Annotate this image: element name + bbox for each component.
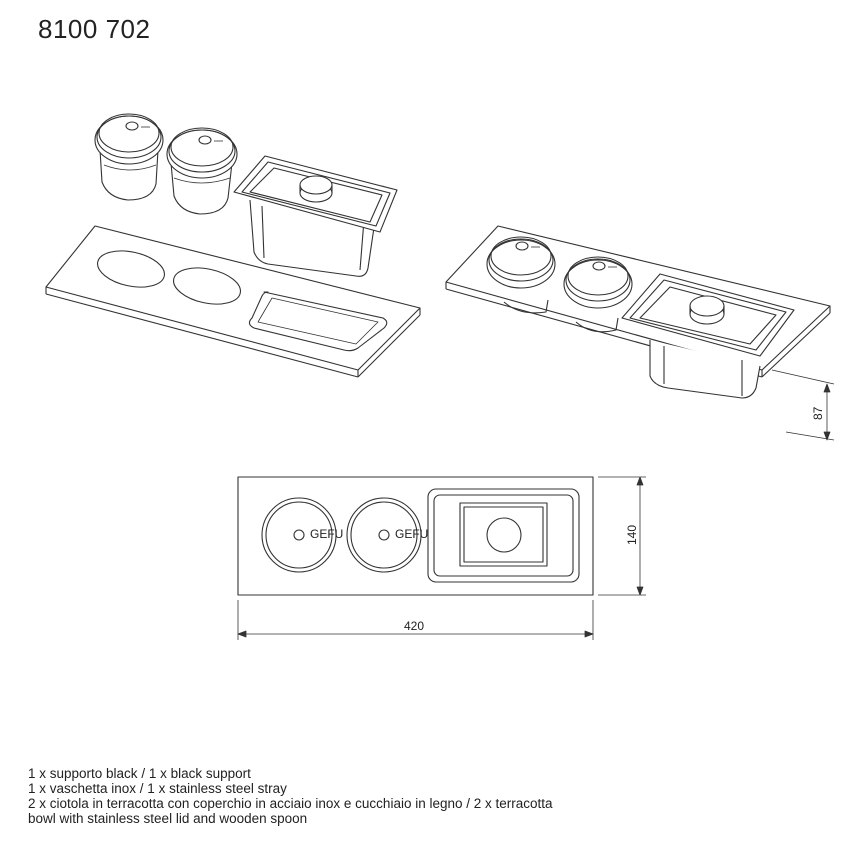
terracotta-bowl-1-assembled <box>487 237 555 288</box>
height-dimension <box>772 370 834 440</box>
description-line-4: bowl with stainless steel lid and wooden spoon <box>28 811 308 826</box>
plan-view <box>238 477 646 640</box>
height-value: 87 <box>811 406 825 420</box>
assembled-view <box>446 226 834 440</box>
description-line-1: 1 x supporto black / 1 x black support <box>28 766 251 781</box>
terracotta-bowl-2-exploded <box>167 128 237 214</box>
width-value: 420 <box>404 619 425 633</box>
terracotta-bowl-1-exploded <box>95 114 163 200</box>
depth-value: 140 <box>625 524 639 545</box>
stainless-tray-exploded <box>234 156 397 276</box>
product-code: 8100 702 <box>38 14 151 44</box>
description-line-3: 2 x ciotola in terracotta con coperchio in acciaio inox e cucchiaio in legno / 2 x terracotta <box>28 796 553 811</box>
exploded-view <box>46 114 420 377</box>
terracotta-bowl-2-assembled <box>564 257 632 308</box>
description-notes <box>28 766 553 826</box>
plan-bowl-1-brand: GEFU <box>310 527 344 541</box>
plan-bowl-2-brand: GEFU <box>395 527 429 541</box>
description-line-2: 1 x vaschetta inox / 1 x stainless steel stray <box>28 781 287 796</box>
